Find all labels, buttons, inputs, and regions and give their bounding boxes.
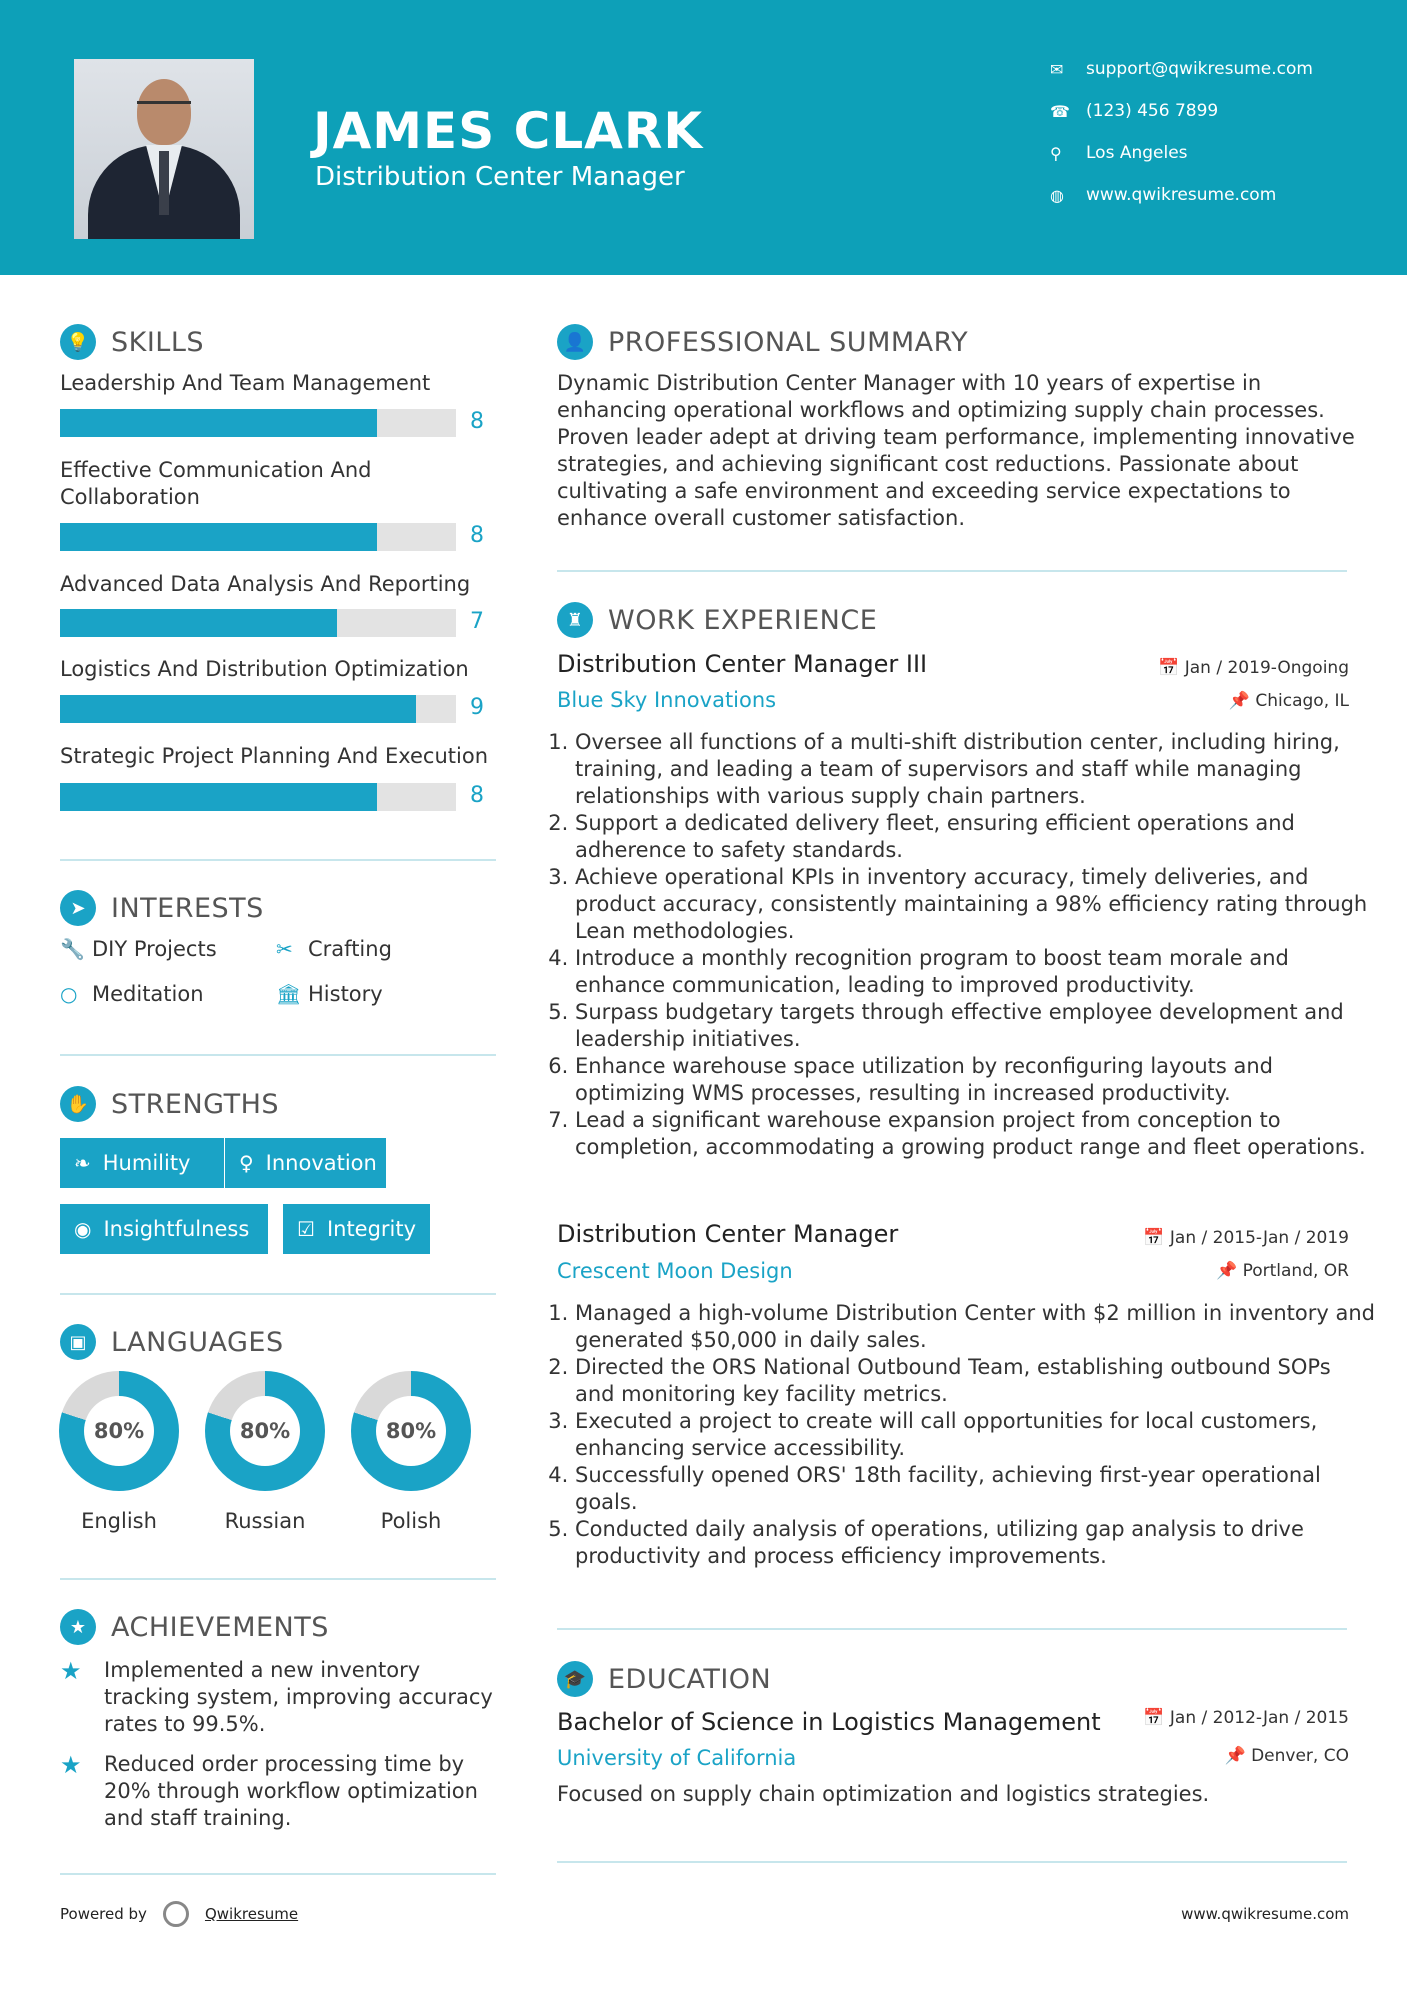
lightbulb-icon: ♀ xyxy=(239,1151,254,1175)
interest-item: ○ Meditation xyxy=(60,982,204,1006)
skill-bar xyxy=(60,783,456,811)
skill-bar xyxy=(60,523,456,551)
interest-item: ✂ Crafting xyxy=(276,937,392,961)
achievement-item: ★ Reduced order processing time by 20% through workflow optimization and staff training. xyxy=(60,1751,478,1830)
language-ring: 80% xyxy=(59,1371,179,1491)
company-name: Blue Sky Innovations xyxy=(557,688,777,712)
job-bullets xyxy=(553,1300,1375,1570)
star-icon: ★ xyxy=(60,1751,82,1779)
leaf-icon: ❧ xyxy=(74,1151,91,1175)
school-name: University of California xyxy=(557,1746,797,1770)
contact-phone: ☎ (123) 456 7899 xyxy=(1050,101,1219,121)
wrench-icon: 🔧 xyxy=(60,937,85,961)
calendar-icon: 📅 xyxy=(1158,658,1185,678)
user-icon: 👤 xyxy=(557,324,593,360)
section-divider xyxy=(60,1054,496,1056)
interest-item: 🔧 DIY Projects xyxy=(60,937,217,961)
education-description: Focused on supply chain optimization and logistics strategies. xyxy=(557,1782,1210,1806)
strength-tag: ❧ Humility xyxy=(60,1138,224,1188)
pushpin-icon: 📌 xyxy=(1228,691,1256,711)
strength-tag: ♀ Innovation xyxy=(225,1138,386,1188)
job-bullets xyxy=(553,729,1375,1161)
candidate-name: JAMES CLARK xyxy=(313,102,704,160)
education-heading: 🎓 EDUCATION xyxy=(557,1661,771,1697)
eye-icon: ◉ xyxy=(74,1217,92,1241)
language-ring: 80% xyxy=(351,1371,471,1491)
interests-heading: ➤ INTERESTS xyxy=(60,890,264,926)
star-icon: ★ xyxy=(60,1657,82,1685)
section-divider xyxy=(60,1873,496,1875)
chair-icon: ♜ xyxy=(557,602,593,638)
skill-bar xyxy=(60,695,456,723)
pushpin-icon: 📌 xyxy=(1216,1261,1243,1281)
section-divider xyxy=(557,1861,1347,1863)
contact-website[interactable]: ◍ www.qwikresume.com xyxy=(1050,185,1277,205)
job-title: Distribution Center Manager III xyxy=(557,650,928,678)
header-banner xyxy=(0,0,1407,275)
job-date: 📅 Jan / 2015-Jan / 2019 xyxy=(1143,1228,1349,1248)
section-divider xyxy=(60,1293,496,1295)
candidate-title: Distribution Center Manager xyxy=(315,162,685,192)
skill-label: Advanced Data Analysis And Reporting xyxy=(60,572,471,596)
language-item: 80% Polish xyxy=(351,1371,471,1533)
star-badge-icon: ★ xyxy=(60,1609,96,1645)
contact-email[interactable]: ✉ support@qwikresume.com xyxy=(1050,59,1313,79)
skill-label: Leadership And Team Management xyxy=(60,371,431,395)
globe-icon: ◍ xyxy=(1050,185,1064,205)
pushpin-icon: 📌 xyxy=(1224,1746,1252,1766)
circle-icon: ○ xyxy=(60,982,78,1006)
skill-label: Strategic Project Planning And Execution xyxy=(60,744,488,768)
strength-tag: ☑ Integrity xyxy=(283,1204,430,1254)
job-title: Distribution Center Manager xyxy=(557,1220,899,1248)
list-item: 4. Introduce a monthly recognition program to boost team morale and enhance communication, leading to improved productivity. xyxy=(575,945,1375,999)
language-item: 80% English xyxy=(59,1371,179,1533)
list-item: 5. Conducted daily analysis of operations, utilizing gap analysis to drive productivity and process efficiency improvements. xyxy=(575,1516,1375,1570)
interest-item: 🏛 History xyxy=(276,982,383,1006)
skill-label: Effective Communication And Collaboration xyxy=(60,458,372,509)
section-divider xyxy=(557,1628,1347,1630)
summary-text: Dynamic Distribution Center Manager with 10 years of expertise in enhancing operational workflows and optimizing supply chain processes. Proven leader adept at driving team performance, implementing innovative strategies, and achieving significant cost reductions. Passionate about cultivating a safe environment and exceeding service expectations to enhance overall customer satisfaction. xyxy=(557,371,1355,530)
qwikresume-link[interactable]: Qwikresume xyxy=(204,1905,299,1923)
calendar-icon: 📅 xyxy=(1143,1708,1170,1728)
calendar-icon: 📅 xyxy=(1143,1228,1170,1248)
education-location: 📌 Denver, CO xyxy=(1224,1746,1349,1766)
skill-value: 7 xyxy=(470,609,484,634)
checkbox-icon: ☑ xyxy=(297,1217,315,1241)
company-name: Crescent Moon Design xyxy=(557,1259,793,1283)
list-item: 3. Executed a project to create will call opportunities for local customers, enhancing service accessibility. xyxy=(575,1408,1375,1462)
envelope-icon: ✉ xyxy=(1050,59,1064,79)
strength-tag: ◉ Insightfulness xyxy=(60,1204,268,1254)
hand-icon: ✋ xyxy=(60,1086,96,1122)
footer-website[interactable]: www.qwikresume.com xyxy=(1181,1905,1349,1923)
skill-value: 9 xyxy=(470,695,484,720)
qwikresume-logo-icon xyxy=(163,1901,189,1927)
location-pin-icon: ⚲ xyxy=(1050,143,1062,163)
summary-heading: 👤 PROFESSIONAL SUMMARY xyxy=(557,324,968,360)
list-item: 5. Surpass budgetary targets through effective employee development and leadership initiatives. xyxy=(575,999,1375,1053)
experience-heading: ♜ WORK EXPERIENCE xyxy=(557,602,877,638)
paper-plane-icon: ➤ xyxy=(60,890,96,926)
education-date: 📅 Jan / 2012-Jan / 2015 xyxy=(1143,1708,1349,1728)
job-location: 📌 Portland, OR xyxy=(1216,1261,1349,1281)
museum-icon: 🏛 xyxy=(276,982,302,1006)
skill-bar xyxy=(60,609,456,637)
profile-photo xyxy=(74,59,254,239)
contact-location: ⚲ Los Angeles xyxy=(1050,143,1188,163)
degree-title: Bachelor of Science in Logistics Management xyxy=(557,1708,1101,1736)
section-divider xyxy=(60,859,496,861)
skill-value: 8 xyxy=(470,409,484,434)
language-item: 80% Russian xyxy=(205,1371,325,1533)
footer-powered-by: Powered by Qwikresume xyxy=(60,1901,298,1927)
language-ring: 80% xyxy=(205,1371,325,1491)
job-date: 📅 Jan / 2019-Ongoing xyxy=(1158,658,1349,678)
list-item: 1. Managed a high-volume Distribution Center with $2 million in inventory and generated $50,000 in daily sales. xyxy=(575,1300,1375,1354)
list-item: 4. Successfully opened ORS' 18th facility, achieving first-year operational goals. xyxy=(575,1462,1375,1516)
skill-value: 8 xyxy=(470,783,484,808)
job-location: 📌 Chicago, IL xyxy=(1228,691,1349,711)
skill-label: Logistics And Distribution Optimization xyxy=(60,657,469,681)
lightbulb-icon: 💡 xyxy=(60,324,96,360)
list-item: 1. Oversee all functions of a multi-shift distribution center, including hiring, training, and leading a team of supervisors and staff while managing relationships with various supply chain partners. xyxy=(575,729,1375,810)
list-item: 3. Achieve operational KPIs in inventory accuracy, timely deliveries, and product accuracy, consistently maintaining a 98% efficiency rating through Lean methodologies. xyxy=(575,864,1375,945)
list-item: 7. Lead a significant warehouse expansion project from conception to completion, accommodating a growing product range and fleet operations. xyxy=(575,1107,1375,1161)
list-item: 6. Enhance warehouse space utilization by reconfiguring layouts and optimizing WMS processes, resulting in increased productivity. xyxy=(575,1053,1375,1107)
achievements-heading: ★ ACHIEVEMENTS xyxy=(60,1609,329,1645)
language-card-icon: ▣ xyxy=(60,1324,96,1360)
graduate-icon: 🎓 xyxy=(557,1661,593,1697)
skills-heading: 💡 SKILLS xyxy=(60,324,204,360)
list-item: 2. Support a dedicated delivery fleet, ensuring efficient operations and adherence to safety standards. xyxy=(575,810,1375,864)
section-divider xyxy=(60,1578,496,1580)
strengths-heading: ✋ STRENGTHS xyxy=(60,1086,279,1122)
scissors-icon: ✂ xyxy=(276,937,293,961)
section-divider xyxy=(557,570,1347,572)
skill-value: 8 xyxy=(470,523,484,548)
achievement-item: ★ Implemented a new inventory tracking system, improving accuracy rates to 99.5%. xyxy=(60,1657,493,1736)
languages-heading: ▣ LANGUAGES xyxy=(60,1324,284,1360)
phone-icon: ☎ xyxy=(1050,101,1070,121)
skill-bar xyxy=(60,409,456,437)
list-item: 2. Directed the ORS National Outbound Team, establishing outbound SOPs and monitoring key facility metrics. xyxy=(575,1354,1375,1408)
